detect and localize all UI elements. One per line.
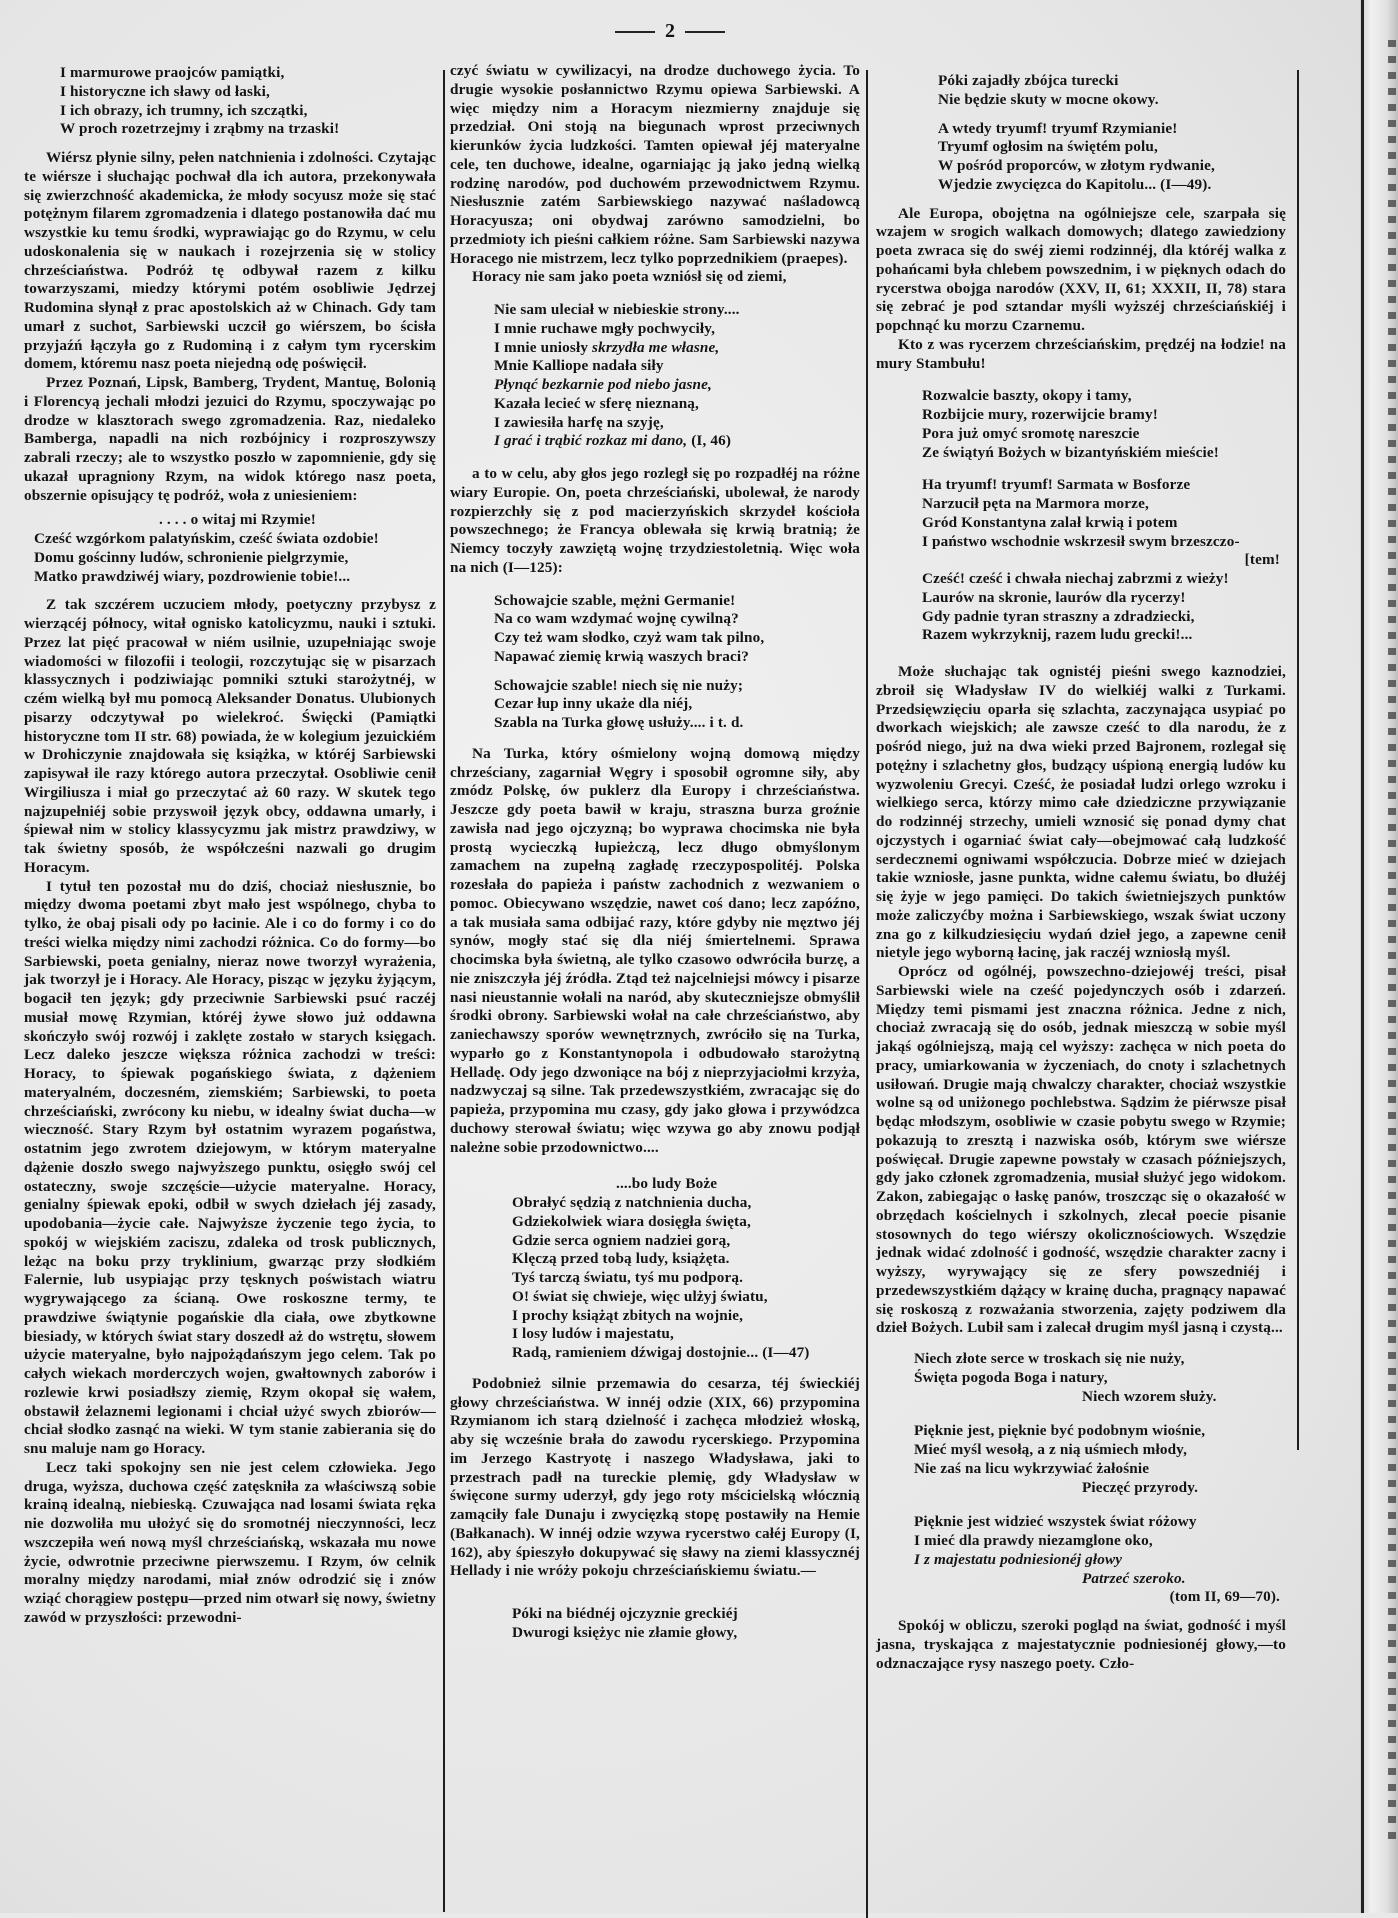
verse-line: Schowajcie szable, mężni Germanie! bbox=[494, 591, 736, 609]
verse-citation: (tom II, 69—70). bbox=[1169, 1588, 1280, 1606]
verse-line: Pięknie jest widzieć wszystek świat różowy bbox=[914, 1513, 1197, 1531]
verse-line-wrap: [tem! bbox=[1244, 551, 1280, 569]
verse-line: Pora już omyć sromotę nareszcie bbox=[922, 424, 1140, 442]
verse-line: Na co wam wzdymać wojnę cywilną? bbox=[494, 610, 739, 628]
verse-line: Rozbijcie mury, rozerwijcie bramy! bbox=[922, 406, 1158, 423]
verse-text-italic: skrzydła me własne, bbox=[592, 338, 720, 356]
paragraph: Spokój w obliczu, szeroki pogląd na świat, godność i myśl jasna, tryskająca z majestatycznie podniesionéj głowy,—to odznaczające rysy naszego poety. Czło- bbox=[876, 1617, 1286, 1672]
header-dash-right bbox=[685, 31, 725, 33]
paragraph: Wiérsz płynie silny, pełen natchnienia i zdolności. Czytając te wiérsze i słuchając pochwał dla ich autora, przekonywała się zwierzchność akademicka, że młody socyusz może się stać potężnym filarem zgromadzenia i dlatego postanowiła dać mu wszystkie ku temu środki, wyprawiając go do Rzymu, w celu udoskonalenia się w naukach i rozejrzenia się w stolicy chrześciaństwa. Podróż tę odbywał razem z kilku towarzyszami, miedzy którymi potém osobliwie Jędrzej Rudomina słynął z prac apostolskich aż w Chinach. Gdy tam umarł z suchot, Sarbiewski uczcił go wiérszem, bo ścisła przyjaźń łączyła go z Rudominą i z całym tym rycerskim domem, któremu nasz poeta niejedną odę poświęcił. bbox=[24, 149, 436, 373]
verse-citation: (I, 46) bbox=[687, 432, 732, 450]
verse-block bbox=[876, 1513, 1286, 1607]
verse-block bbox=[450, 1605, 860, 1643]
verse-line: I zawiesiła harfę na szyję, bbox=[494, 413, 664, 431]
stanza-gap bbox=[494, 667, 860, 677]
verse-line: Narzucił pęta na Marmora morze, bbox=[922, 495, 1149, 512]
verse-line: I historyczne ich sławy od łaski, bbox=[60, 82, 270, 100]
verse-line: Schowajcie szable! niech się nie nuży; bbox=[494, 676, 744, 694]
verse-line: O! świat się chwieje, więc ulżyj światu, bbox=[512, 1287, 768, 1305]
paragraph: Na Turka, który ośmielony wojną domową między chrześciany, zagarniał Węgry i sposobił ogromne siły, aby zmódz Polskę, ów puklerz dla Europy i chrześciaństwa. Jeszcze gdy poeta bawił w kraju, straszna burza groźnie zawisła nad jego ojczyzną; bo wyprawa chocimska nie była prostą wycieczką łupieżczą, lecz długo obmyślonym zamachem na zupełną zagładę rzeczypospolitéj. Polska rozesłała do papieża i państw zachodnich z wezwaniem o pomoc. Obiecywano wszędzie, nawet coś dano; lecz zapóźno, a tak musiała sama odbijać razy, które gdyby nie męztwo jéj synów, mogły stać się dla niéj śmiertelnemi. Sprawa chocimska była świetną, ale tylko czasowo odwróciła burzę, a nie zniszczyła jéj źródła. Ztąd też najcelniejsi mówcy i pisarze nasi nieustannie wołali na naród, aby skuteczniejsze obmyślił środki obrony. Sarbiewski wołał na całe chrześciaństwo, aby zaniechawszy sporów wewnętrznych, zwróciło się na Turka, wyparło go z Konstantynopola i odbudowało starożytną Helladę. Ody jego dzwoniące na bój z nieprzyjaciołmi krzyża, nadzwyczaj są silne. Tak przedewszystkiém, zwracając się do papieża, przypomina mu czasy, gdy jako głowa i przywódzca duchowy sterował światu; więc wzywa go aby znowu podjął należne sobie przodownictwo.... bbox=[450, 744, 860, 1156]
verse-line: Tryumf ogłosim na świętém polu, bbox=[938, 138, 1158, 156]
verse-line: Kazała lecieć w sferę nieznaną, bbox=[494, 394, 699, 412]
verse-line: Pięknie jest, pięknie być podobnym wiośnie, bbox=[914, 1422, 1206, 1440]
verse-line: Płynąć bezkarnie pod niebo jasne, bbox=[494, 376, 712, 393]
paragraph: Z tak szczérem uczuciem młody, poetyczny przybysz z wierzącéj północy, witał ognisko katolicyzmu, nauki i sztuki. Przez lat pięć pracował w niém usilnie, uzupełniając swoje wiadomości w filozofii i teologii, rozczytując się w pisarzach klassycznych i podziwiając pomniki sztuki starożytnéj, w czém wielką był mu pomocą Aleksander Donatus. Ulubionych pisarzy odczytywał po wielekroć. Święcki (Pamiątki historyczne tom II str. 68) powiada, że w kolegium jezuickiém w Drohiczynie znajdowała się książka, w któréj Sarbiewski zapisywał ile razy którego autora przeczytał. Osobliwie cenił Wirgiliusza i miał go przeczytać aż 60 razy. W skutek tego najzupełniéj sobie przyswoił język obcy, oddawna umarły, i śpiewał nim w stolicy klassycyzmu jak mistrz prawdziwy, w tak świetny sposób, że współcześni nazwali go drugim Horacym. bbox=[24, 596, 436, 876]
verse-line: Rozwalcie baszty, okopy i tamy, bbox=[922, 387, 1132, 405]
verse-line: Domu gościnny ludów, schronienie pielgrzymie, bbox=[34, 548, 349, 566]
verse-line: Szabla na Turka głowę usłuży.... i t. d. bbox=[494, 714, 744, 731]
verse-block bbox=[876, 1350, 1286, 1406]
verse-line: Matko prawdziwéj wiary, pozdrowienie tobie!... bbox=[34, 567, 351, 585]
verse-block bbox=[876, 387, 1286, 462]
verse-block bbox=[876, 476, 1286, 645]
paragraph: czyć światu w cywilizacyi, na drodze duchowego życia. To drugie wysokie posłannictwo Rzymu opiewa Sarbiewski. A więc między nim a Horacym niezmierny znajduje się przedział. Oni stoją na biegunach wprost przeciwnych kierunków życia ludzkości. Tamten opiewał jéj materyalne cele, ten duchowe, idealne, ogarniając ją jako jedną wielką rodzinę narodów, pod duchowém przewodnictwem Rzymu. Niesłusznie zatém Sarbiewskiego nazywać naśladowcą Horacyusza; oni obydwaj zarówno samodzielni, bo przedmioty ich pieśni całkiem różne. Sam Sarbiewski nazywa Horacego nie mistrzem, lecz tylko poprzednikiem (praepes). bbox=[450, 62, 860, 267]
verse-line: W pośród proporców, w złotym rydwanie, bbox=[938, 157, 1215, 174]
verse-line: Wjedzie zwycięzca do Kapitolu... (I—49). bbox=[938, 175, 1212, 193]
verse-line: I losy ludów i majestatu, bbox=[512, 1325, 674, 1343]
column-3 bbox=[876, 66, 1286, 1673]
verse-line: I ich obrazy, ich trumny, ich szczątki, bbox=[60, 101, 308, 119]
page-number-header bbox=[590, 20, 750, 43]
page-number: 2 bbox=[665, 20, 675, 42]
verse-text: I mnie uniosły bbox=[494, 338, 593, 356]
verse-line: Cześć wzgórkom palatyńskim, cześć świata ozdobie! bbox=[34, 530, 379, 547]
verse-block bbox=[876, 1422, 1286, 1497]
verse-line: Cezar łup inny ukaże dla niéj, bbox=[494, 695, 693, 713]
verse-line: Mieć myśl wesołą, a z nią uśmiech młody, bbox=[914, 1441, 1188, 1458]
verse-line: I marmurowe praojców pamiątki, bbox=[60, 64, 285, 81]
column-1 bbox=[24, 58, 436, 1628]
verse-line bbox=[494, 339, 860, 358]
verse-line: Dwurogi księżyc nie złamie głowy, bbox=[512, 1623, 738, 1641]
paragraph: Horacy nie sam jako poeta wzniósł się od ziemi, bbox=[472, 268, 787, 286]
verse-block bbox=[450, 592, 860, 733]
verse-block bbox=[24, 64, 436, 139]
paragraph: Ale Europa, obojętna na ogólniejsze cele, szarpała się wzajem w srogich walkach domowych; dlatego zawiedziony poeta zwraca się do swéj ziemi rodzinnéj, dla któréj walka z pohańcami była chlebem powszednim, i w pięknych odach do rycerstwa obojga narodów (XXV, II, 61; XXXII, II, 78) stara się zebrać je pod sztandar myśli wyższéj chrześciańskiéj i popchnąć ku morzu Czarnemu. bbox=[876, 204, 1286, 334]
verse-line: Klęczą przed tobą ludy, książęta. bbox=[512, 1250, 730, 1268]
verse-line: Pieczęć przyrody. bbox=[1082, 1478, 1199, 1496]
column-rule bbox=[866, 70, 868, 1918]
paragraph: Może słuchając tak ognistéj pieśni swego kaznodziei, zbroił się Władysław IV do wielkiéj walki z Turkami. Przedsięwzięciu oparła się szlachta, zaczynająca usypiać po dworkach wiejskich; ale zawsze cześć to dla narodu, że z pośród niego, już na dwa wieki przed Bajronem, rozlegał się potężny i szlachetny głos, budzący uśpioną energią ludów ku wyzwoleniu Grecyi. Cześć, że posiadał ludzi orlego wzroku i wielkiego serca, którzy mimo całe dziedziczne przywiązanie do rodzinnéj strzechy, umieli wznosić się ponad dymy chat ojczystych i ogarniać świat cały—obejmować całą ludzkość serdecznemi ogniwami współczucia. Dobrze mieć w dziejach takie wzniosłe, jasne punkta, widne całemu światu, bo dłużéj się żyje w jego pamięci. Do takich świetniejszych punktów może zaliczyćby można i Sarbiewskiego, wszak świat uczony zna go z kilkudziesięciu wydań dzieł jego, a zapewne cenił nietyle jego wyborną łacinę, jak raczéj wzniosłą myśl. bbox=[876, 663, 1286, 962]
verse-line: I prochy książąt zbitych na wojnie, bbox=[512, 1306, 744, 1324]
verse-line: I mnie ruchawe mgły pochwyciły, bbox=[494, 319, 716, 337]
verse-line: Cześć! cześć i chwała niechaj zabrzmi z wieży! bbox=[922, 570, 1229, 587]
verse-line bbox=[494, 432, 860, 451]
verse-line: I państwo wschodnie wskrzesił swym brzeszczo- bbox=[922, 532, 1240, 550]
paragraph: Kto z was rycerzem chrześciańskim, prędzéj na łodzie! na mury Stambułu! bbox=[876, 335, 1286, 372]
verse-block bbox=[450, 301, 860, 451]
header-dash-left bbox=[615, 31, 655, 33]
verse-line: Póki zajadły zbójca turecki bbox=[938, 72, 1119, 89]
edge-rule bbox=[1361, 0, 1364, 1913]
verse-line: Gród Konstantyna zalał krwią i potem bbox=[922, 513, 1178, 531]
verse-line: Ha tryumf! tryumf! Sarmata w Bosforze bbox=[922, 476, 1191, 494]
verse-block bbox=[450, 1175, 860, 1363]
verse-line: Obrałyć sędzią z natchnienia ducha, bbox=[512, 1194, 752, 1211]
column-2 bbox=[450, 62, 860, 1653]
verse-line: Tyś tarczą światu, tyś mu podporą. bbox=[512, 1269, 744, 1286]
verse-line: Póki na biédnéj ojczyznie greckiéj bbox=[512, 1605, 738, 1622]
paragraph: I tytuł ten pozostał mu do dziś, chociaż niesłusznie, bo między dwoma poetami zbyt mało jest wspólnego, chyba to tylko, że obaj pisali ody po łacinie. Ale i co do formy i co do treści wielka między nimi zachodzi różnica. Co do formy—bo Sarbiewski, poeta genialny, nieraz nowe tworzył wyrażenia, jak tworzył je i Horacy. Ale Horacy, pisząc w języku żyjącym, bogacił ten język; gdy przeciwnie Sarbiewski psuć raczéj musiał mowę Rzymian, któréj żywe słowo już oddawna skończyło swój rozwój i zaklęte zostało w starych księgach. Lecz daleko jeszcze większa różnica zachodzi w treści: Horacy, to śpiewak pogańskiego świata, z dążeniem materyalném, doczesném, ziemskiém; Sarbiewski, to poeta chrześciański, zwrócony ku niebu, w idealny świat ducha—w wieczność. Stary Rzym był ostatnim wyrazem pogaństwa, ostatnim jego zwrotem dziejowym, w którym materyalne dążenie doszło swego najwyższego punktu, osięgło swój cel ostateczny, swoje szczęście—użycie materyalne. Horacy, genialny śpiewak epoki, odbił w swych dziełach jéj zasady, upodobania—życie całe. Najwyższe życzenie tego życia, to spokój w wiejskiém zaciszu, zdaleka od trosk publicznych, leżąc na boku przy tryklinium, gwarząc przy słodkiém Falernie, lub usypiając przy tęsknych poświstach wiatru wygrywającego za ścianą. Owe roskoszne termy, te prawdziwe świątynie pogańskie dla ciała, owe zbytkowne biesiady, w których świat stary doszedł aż do wstrętu, słowem użycie materyalne, było najpożądańszym jego celem. Tak po całych wiekach morderczych wojen, gwałtownych zaborów i rozlewie krwi posiadłszy ziemię, Rzym okopał się wałem, obstawił żelaznemi legionami i chciał użyć swych zbiorów—chciał słodko zasnąć na wieki. W tym stanie zabierania się do snu maluje nam go Horacy. bbox=[24, 877, 436, 1457]
paragraph: Przez Poznań, Lipsk, Bamberg, Trydent, Mantuę, Bolonią i Florencyą jechali młodzi jezuici do Rzymu, spoczywając po drodze w klasztorach swego zgromadzenia. Raz, niedaleko Bamberga, napadli na nich rozbójnicy i rozproszywszy zabrali rzeczy; ale to wszystko poszło w zapomnienie, gdy się ukazał upragniony Rzym, na widok którego nasz poeta, obszernie opisujący tę podróż, woła z uniesieniem: bbox=[24, 374, 436, 504]
verse-line: ....bo ludy Boże bbox=[616, 1175, 718, 1193]
adjacent-page-text-fragment bbox=[1388, 40, 1396, 1840]
verse-line: Nie zaś na licu wykrzywiać żałośnie bbox=[914, 1459, 1150, 1477]
column-rule bbox=[443, 70, 445, 1912]
verse-line: Ze świątyń Bożych w bizantyńskiém mieście! bbox=[922, 443, 1219, 461]
verse-line: Niech wzorem służy. bbox=[1082, 1387, 1217, 1405]
paragraph: Oprócz od ogólnéj, powszechno-dziejowéj treści, pisał Sarbiewski wiele na cześć pojedynczych osób i zdarzeń. Między temi pismami jest znaczna różnica. Jedne z nich, chociaż zwracają się do osób, jednak mieszczą w sobie myśl jakąś ogólniejszą, mają cel wyższy: zachęca w nich poeta do pracy, umiarkowania w życzeniach, do cnoty i szlachetnych usiłowań. Drugie mają chwalczy charakter, chociaż wszystkie wolne są od uniżonego pochlebstwa. Sądzim że piérwsze pisał będąc młodszym, osobliwie w czasie pobytu swego w Rzymie; pokazują to zresztą i nazwiska osób, którym swe wiérsze poświęcał. Drugie zapewne powstały w czasach późniejszych, gdy jako członek zgromadzenia, musiał służyć jego widokom. Zakon, zabiegając o łaskę panów, troszcząc się o okazałość w obrzędach kościelnych i szkolnych, zlecał poecie pisanie stosownych do tego wiérszy okolicznościowych. Wszędzie jednak widać zdolność i godność, wszędzie charakter zacny i wyższy, wyrywający się ze sfery powszedniéj i przedewszystkiém dążący w krainę ducha, pragnący napawać się roskoszą z rozważania stworzenia, zajęty podziwem dla dzieł Bożych. Lubił sam i zalecał drugim myśl jasną i czystą... bbox=[876, 963, 1286, 1337]
verse-line: A wtedy tryumf! tryumf Rzymianie! bbox=[938, 119, 1178, 137]
paragraph: Podobnież silnie przemawia do cesarza, téj świeckiéj głowy chrześciaństwa. W innéj odzie (XIX, 66) przypomina Rzymianom ich starą dzielność i zachęca młodzież włoską, aby się wcześnie brała do zawodu rycerskiego. Przypomina im Jerzego Kastryotę i naszego Władysława, jaki to przestrach padł na tureckie plemię, gdy Władysław w święcone surmy uderzył, gdy jego roty mścicielską włócznią zamąciły fale Dunaju i zwycięzką stopę postawiły na Hemie (Bałkanach). W innéj odzie wzywa rycerstwo całéj Europy (I, 162), aby śpieszyło dokupywać się sławy na ziemi klassycznéj Hellady i nie wróży pokoju chrześciańskiemu światu.— bbox=[450, 1374, 860, 1580]
column-rule bbox=[1297, 70, 1299, 1450]
verse-line: Napawać ziemię krwią waszych braci? bbox=[494, 647, 749, 665]
verse-line: Radą, ramieniem dźwigaj dostojnie... (I—47) bbox=[512, 1344, 810, 1361]
verse-line: Święta pogoda Boga i natury, bbox=[914, 1368, 1108, 1386]
verse-line: Gdzie serca ogniem nadziei gorą, bbox=[512, 1231, 731, 1249]
verse-block bbox=[876, 120, 1286, 195]
verse-block bbox=[24, 511, 436, 586]
verse-text-italic: I grać i trąbić rozkaz mi dano, bbox=[494, 432, 688, 450]
verse-line: Nie będzie skuty w mocne okowy. bbox=[938, 90, 1159, 108]
verse-line: I z majestatu podniesionéj głowy bbox=[914, 1550, 1123, 1568]
verse-line: Niech złote serce w troskach się nie nuży, bbox=[914, 1350, 1185, 1367]
verse-line: Nie sam uleciał w niebieskie strony.... bbox=[494, 301, 740, 318]
verse-block bbox=[876, 72, 1286, 110]
verse-line: Mnie Kalliope nadała siły bbox=[494, 357, 664, 375]
verse-line: W proch rozetrzejmy i zrąbmy na trzaski! bbox=[60, 120, 340, 138]
verse-line: Czy też wam słodko, czyż wam tak pilno, bbox=[494, 629, 765, 646]
verse-line: Laurów na skronie, laurów dla rycerzy! bbox=[922, 588, 1186, 606]
paragraph: a to w celu, aby głos jego rozległ się po rozpadłéj na różne wiary Europie. On, poeta chrześciański, ubolewał, że narody rozpierzchły się z pod macierzyńskich skrzydeł kościoła powszechnego; że Francya oblewała się krwią bratnią; że Niemcy toczyły zawziętą wojnę trzydziestoletnią. Więc woła na nich (I—125): bbox=[450, 465, 860, 576]
paragraph: Lecz taki spokojny sen nie jest celem człowieka. Jego druga, wyższa, duchowa część zatęskniła za właściwszą sobie krainą idealną, niebieską. Czuwająca nad losami świata ręka nie dozwoliła mu ułożyć się do sromotnéj nieczynności, lecz wszczepiła weń nową myśl chrześciańską, wskazała mu nowe życie, odwrotnie przeciwne pierwszemu. I Rzym, ów celnik moralny między narodami, miał znów odrodzić się i znów wziąć chorągiew postępu—przed nim otwarł się nowy, świetny zawód w przyszłości: przewodni- bbox=[24, 1458, 436, 1626]
verse-line: . . . . o witaj mi Rzymie! bbox=[159, 511, 316, 529]
verse-line: Patrzeć szeroko. bbox=[1082, 1569, 1186, 1587]
verse-line: Gdziekolwiek wiara dosięgła święta, bbox=[512, 1212, 751, 1230]
verse-line: I mieć dla prawdy niezamglone oko, bbox=[914, 1532, 1153, 1549]
verse-line: Razem wykrzyknij, razem ludu grecki!... bbox=[922, 626, 1193, 644]
verse-line: Gdy padnie tyran straszny a zdradziecki, bbox=[922, 607, 1195, 625]
